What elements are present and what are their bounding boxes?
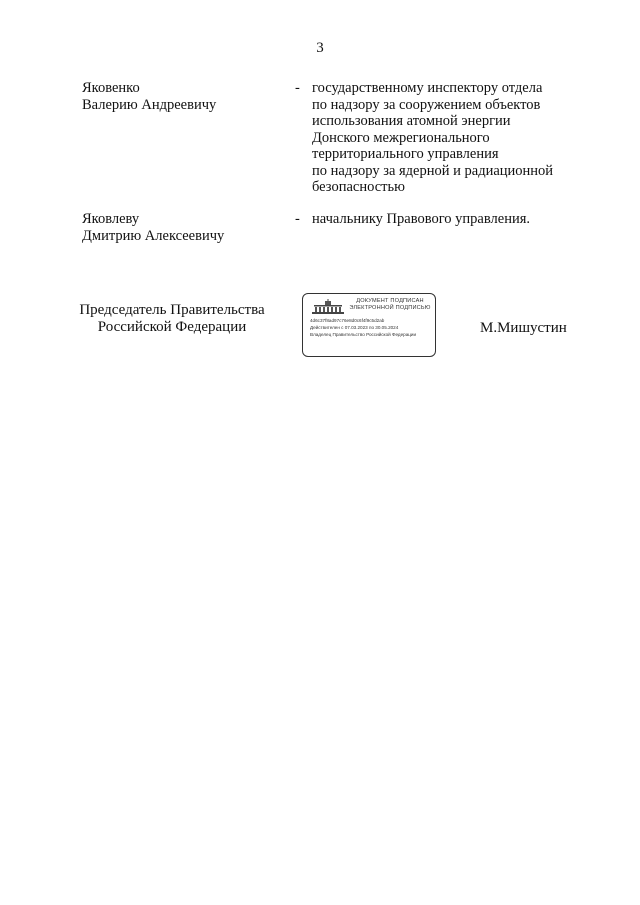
entry-name bbox=[82, 80, 282, 113]
entry-surname: Яковенко bbox=[82, 80, 140, 96]
signer-title-line: Российской Федерации bbox=[97, 319, 247, 335]
entry-position bbox=[312, 211, 582, 228]
entry-name bbox=[82, 211, 282, 244]
entry-dash: - bbox=[295, 80, 300, 96]
stamp-owner: Владелец Правительство Российской Федерации bbox=[310, 332, 417, 337]
signer-title-line: Председатель Правительства bbox=[79, 302, 265, 318]
entry-position-line: по надзору за ядерной и радиационной bbox=[312, 162, 554, 179]
entry-position-line: территориального управления bbox=[312, 146, 499, 162]
appointment-entry-2 bbox=[82, 211, 572, 247]
entry-given-names: Дмитрию Алексеевичу bbox=[82, 227, 225, 244]
signer-title bbox=[72, 302, 272, 336]
stamp-title-line: ЭЛЕКТРОННОЙ ПОДПИСЬЮ bbox=[349, 305, 431, 311]
signer-name: М.Мишустин bbox=[480, 320, 567, 336]
entry-surname: Яковлеву bbox=[82, 211, 140, 227]
entry-position-line: Донского межрегионального bbox=[312, 129, 490, 146]
entry-position-line: безопасностью bbox=[312, 179, 405, 195]
government-building-icon bbox=[311, 299, 345, 315]
electronic-signature-stamp bbox=[302, 293, 436, 357]
entry-position-line: по надзору за сооружением объектов bbox=[312, 96, 541, 113]
page-number: 3 bbox=[316, 40, 324, 56]
stamp-title-line: ДОКУМЕНТ ПОДПИСАН bbox=[356, 298, 424, 304]
stamp-validity: Действителен с 07.03.2023 по 30.05.2024 bbox=[310, 325, 399, 330]
stamp-certificate: 4d6c37f8ad97c76e8d0c6f4f9c5d2ab bbox=[310, 318, 385, 323]
entry-position bbox=[312, 80, 582, 196]
entry-given-names: Валерию Андреевичу bbox=[82, 96, 217, 113]
entry-position-line: использования атомной энергии bbox=[312, 113, 511, 129]
stamp-title bbox=[347, 298, 433, 312]
entry-dash: - bbox=[295, 211, 300, 227]
entry-position-line: начальнику Правового управления. bbox=[312, 211, 531, 227]
entry-position-line: государственному инспектору отдела bbox=[312, 80, 543, 96]
appointment-entry-1 bbox=[82, 80, 572, 200]
signature-block bbox=[0, 300, 640, 370]
